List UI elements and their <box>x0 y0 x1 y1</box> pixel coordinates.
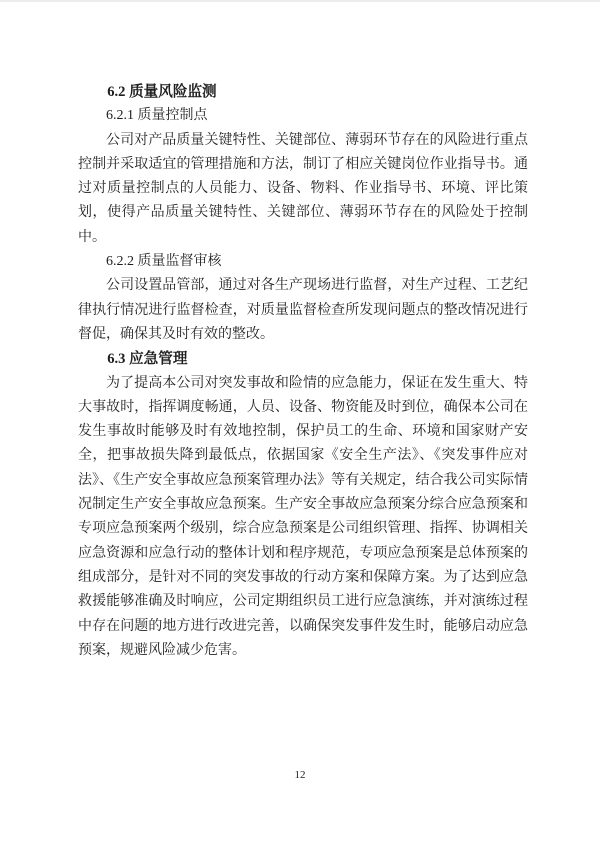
section-heading-quality-risk-monitoring: 6.2 质量风险监测 <box>107 84 217 100</box>
paragraph-emergency-management: 为了提高本公司对突发事故和险情的应急能力，保证在发生重大、特大事故时，指挥调度畅通，人员、设备、物资能及时到位，确保本公司在发生事故时能够及时有效地控制，保护员工的生命、环境和国家财产安全，把事故损失降到最低点，依据国家《安全生产法》、《突发事件应对法》、《生产安全事故应急预案管理办法》等有关规定，结合我公司实际情况制定生产安全事故应急预案。生产安全事故应急预案分综合应急预案和专项应急预案两个级别，综合应急预案是公司组织管理、指挥、协调相关应急资源和应急行动的整体计划和程序规范，专项应急预案是总体预案的组成部分，是针对不同的突发事故的行动方案和保障方案。为了达到应急救援能够准确及时响应，公司定期组织员工进行应急演练，并对演练过程中存在问题的地方进行改进完善，以确保突发事件发生时，能够启动应急预案，规避风险减少危害。 <box>78 375 528 658</box>
subsection-heading-quality-control-points: 6.2.1 质量控制点 <box>106 108 208 124</box>
paragraph-quality-supervision-audit: 公司设置品管部，通过对各生产现场进行监督，对生产过程、工艺纪律执行情况进行监督检查，对质量监督检查所发现问题点的整改情况进行督促，确保其及时有效的整改。 <box>78 278 528 342</box>
subsection-heading-quality-supervision-audit: 6.2.2 质量监督审核 <box>106 254 222 270</box>
section-heading-emergency-management: 6.3 应急管理 <box>107 351 188 368</box>
document-body <box>78 80 528 663</box>
page-number: 12 <box>294 769 306 781</box>
paragraph-quality-control-points: 公司对产品质量关键特性、关键部位、薄弱环节存在的风险进行重点控制并采取适宜的管理措施和方法，制订了相应关键岗位作业指导书。通过对质量控制点的人员能力、设备、物料、作业指导书、环境、评比策划，使得产品质量关键特性、关键部位、薄弱环节存在的风险处于控制中。 <box>78 132 528 245</box>
